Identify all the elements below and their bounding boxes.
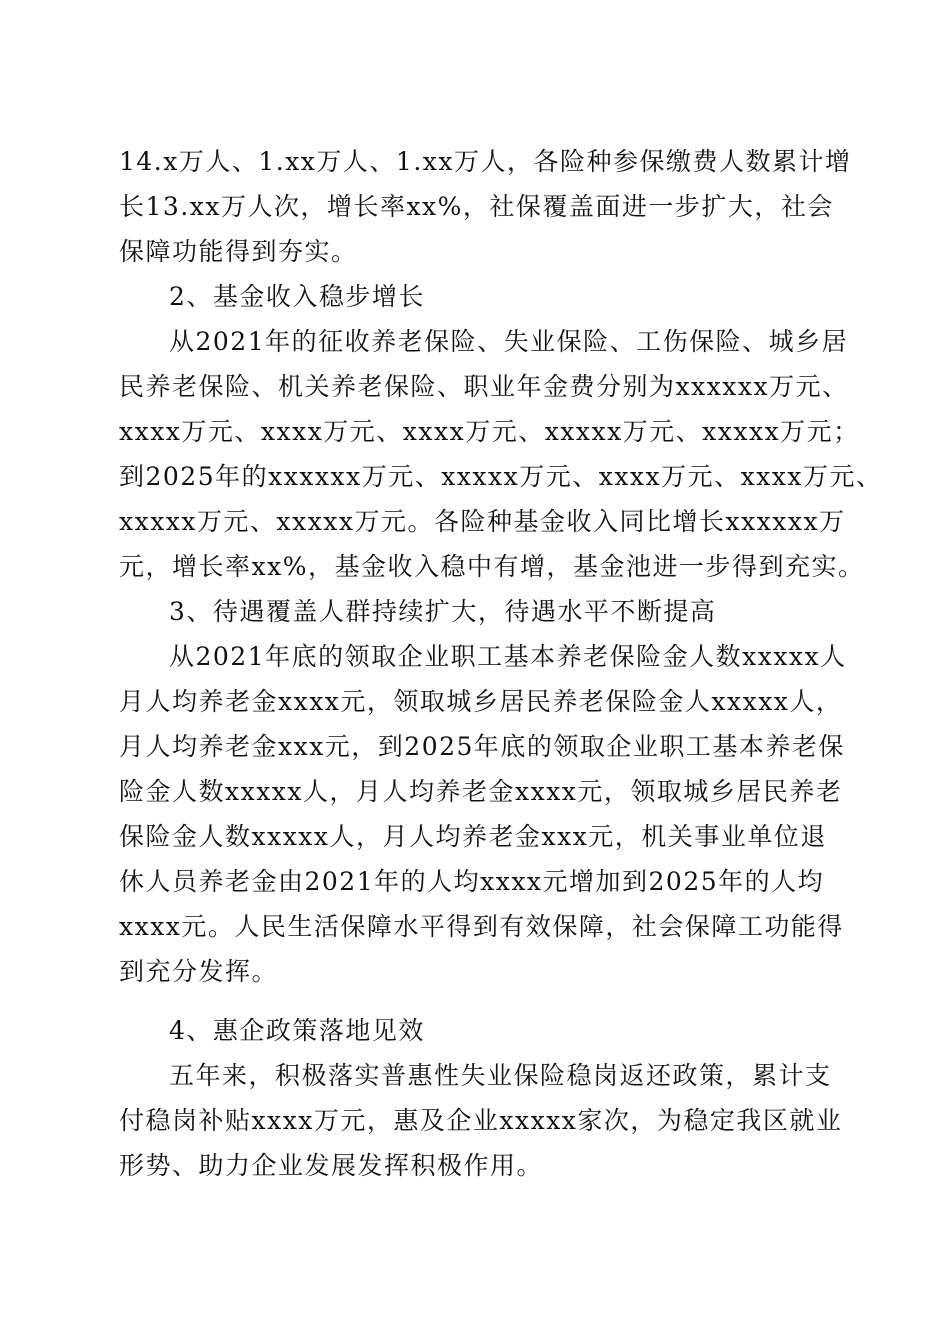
- text-line: xxxx元。人民生活保障水平得到有效保障，社会保障工功能得: [119, 912, 844, 941]
- text-line: 从2021年底的领取企业职工基本养老保险金人数xxxxx人: [169, 642, 847, 671]
- text-line: 到充分发挥。: [119, 957, 279, 986]
- section-heading-benefits: 3、待遇覆盖人群持续扩大，待遇水平不断提高: [169, 597, 717, 626]
- text-line: 付稳岗补贴xxxx万元，惠及企业xxxxx家次，为稳定我区就业: [119, 1106, 843, 1135]
- text-line: 民养老保险、机关养老保险、职业年金费分别为xxxxxx万元、: [119, 372, 849, 401]
- text-line: 保险金人数xxxxx人，月人均养老金xxx元，机关事业单位退: [119, 822, 827, 851]
- text-line: 长13.xx万人次，增长率xx%，社保覆盖面进一步扩大，社会: [119, 192, 834, 221]
- text-line: 休人员养老金由2021年的人均xxxx元增加到2025年的人均: [119, 867, 825, 896]
- section-heading-enterprise-policy: 4、惠企政策落地见效: [169, 1016, 425, 1045]
- text-line: 月人均养老金xxx元，到2025年底的领取企业职工基本养老保: [119, 732, 845, 761]
- text-line: 月人均养老金xxxx元，领取城乡居民养老保险金人xxxxx人，: [119, 687, 843, 716]
- text-line: 保障功能得到夯实。: [119, 237, 358, 266]
- text-line: 险金人数xxxxx人，月人均养老金xxxx元，领取城乡居民养老: [119, 777, 843, 806]
- section-heading-fund-income: 2、基金收入稳步增长: [169, 282, 425, 311]
- text-line: xxxxx万元、xxxxx万元。各险种基金收入同比增长xxxxxx万: [119, 507, 846, 536]
- text-line: 14.x万人、1.xx万人、1.xx万人，各险种参保缴费人数累计增: [119, 147, 852, 176]
- document-body: [119, 139, 883, 1188]
- text-line: 到2025年的xxxxxx万元、xxxxx万元、xxxx万元、xxxx万元、: [119, 462, 883, 491]
- text-line: xxxx万元、xxxx万元、xxxx万元、xxxxx万元、xxxxx万元；: [119, 417, 860, 446]
- text-line: 从2021年的征收养老保险、失业保险、工伤保险、城乡居: [169, 327, 849, 356]
- text-line: 五年来，积极落实普惠性失业保险稳岗返还政策，累计支: [169, 1061, 832, 1090]
- text-line: 元，增长率xx%，基金收入稳中有增，基金池进一步得到充实。: [119, 552, 865, 581]
- text-line: 形势、助力企业发展发挥积极作用。: [119, 1151, 544, 1180]
